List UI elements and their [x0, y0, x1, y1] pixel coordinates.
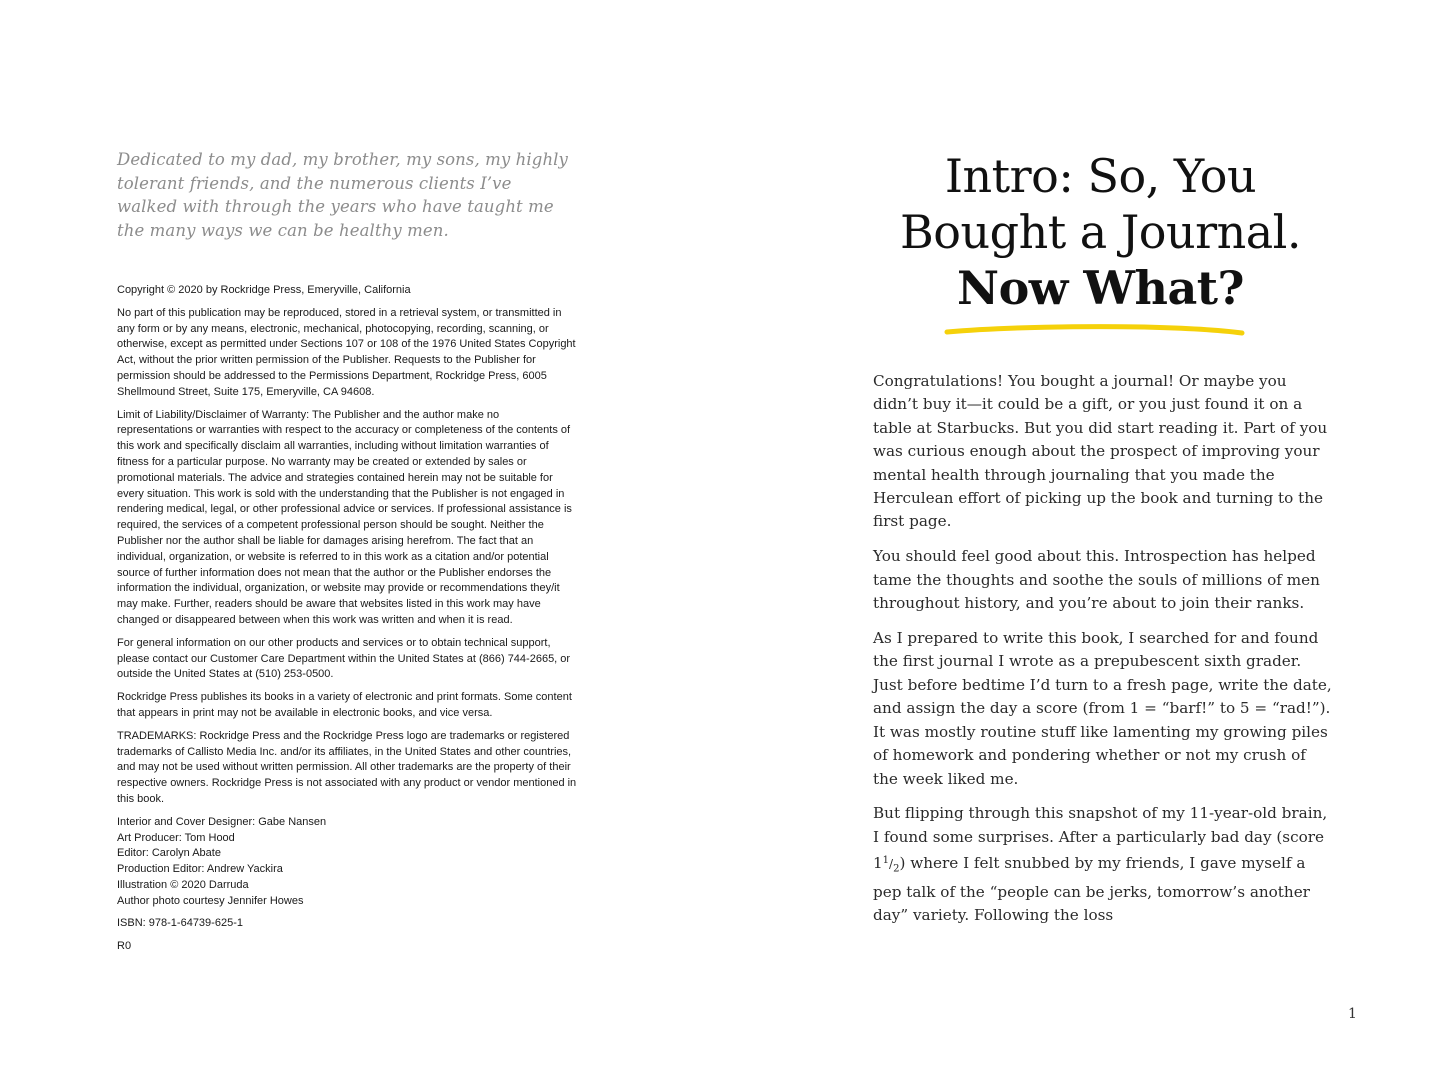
paragraph-4-fraction: $^1/_2$ — [882, 855, 900, 875]
liability-paragraph: Limit of Liability/Disclaimer of Warranty: The Publisher and the author make no representations or warranties with respect to the accuracy or completeness of the contents of this work and specifically disclaim all warranties, including without limitation warranties of fitness for a particular purpose. No warranty may be created or extended by sales or promotional materials. The advice and strategies contained herein may not be suitable for every situation. This work is sold with the understanding that the Publisher is not engaged in rendering medical, legal, or other professional advice or services. If professional assistance is required, the services of a competent professional person should be sought. Neither the Publisher nor the author shall be liable for damages arising herefrom. The fact that an individual, organization, or website is referred to in this work as a citation and/or potential source of further information does not mean that the author or the Publisher endorses the information the individual, organization, or website may provide or recommendations they/it may make. Further, readers should be aware that websites listed in this work may have changed or disappeared between when this work was written and when it is read. — [117, 408, 572, 626]
credit-illustration: Illustration © 2020 Darruda — [117, 878, 249, 891]
printing-code: R0 — [117, 940, 132, 953]
copyright-block — [117, 283, 577, 962]
body-text — [873, 370, 1333, 939]
chapter-title-line-1: Intro: So, You — [944, 149, 1257, 203]
page-number: 1 — [1348, 1006, 1357, 1022]
title-underline-highlight — [944, 322, 1246, 338]
isbn: ISBN: 978-1-64739-625-1 — [117, 917, 243, 930]
copyright-line: Copyright © 2020 by Rockridge Press, Emeryville, California — [117, 284, 411, 296]
chapter-title-line-3: Now What? — [957, 261, 1244, 315]
support-paragraph: For general information on our other products and services or to obtain technical support, please contact our Customer Care Department within the United States at (866) 744-2665, or outside the United States at (510) 253-0500. — [117, 636, 571, 681]
paragraph-3: As I prepared to write this book, I searched for and found the first journal I wrote as a prepubescent sixth grader. Just before bedtime I’d turn to a fresh page, write the date, and assign the day a score (from 1 = “barf!” to 5 = “rad!”). It was mostly routine stuff like lamenting my growing piles of homework and pondering whether or not my crush of the week liked me. — [873, 629, 1332, 788]
right-page — [722, 0, 1445, 1084]
chapter-title — [868, 148, 1333, 316]
credit-editor: Editor: Carolyn Abate — [117, 847, 221, 860]
trademarks-paragraph: TRADEMARKS: Rockridge Press and the Rockridge Press logo are trademarks or registered trademarks of Callisto Media Inc. and/or its affiliates, in the United States and other countries, and may not be used without written permission. All other trademarks are the property of their respective owners. Rockridge Press is not associated with any product or vendor mentioned in this book. — [117, 729, 577, 805]
credit-designer: Interior and Cover Designer: Gabe Nansen — [117, 815, 327, 828]
credits-list — [117, 815, 577, 910]
paragraph-2: You should feel good about this. Introspection has helped tame the thoughts and soothe the souls of millions of men throughout history, and you’re about to join their ranks. — [873, 547, 1320, 613]
rights-paragraph: No part of this publication may be reproduced, stored in a retrieval system, or transmitted in any form or by any means, electronic, mechanical, photocopying, recording, scanning, or otherwise, except as permitted under Sections 107 or 108 of the 1976 United States Copyright Act, without the prior written permission of the Publisher. Requests to the Publisher for permission should be addressed to the Permissions Department, Rockridge Press, 6005 Shellmound Street, Suite 175, Emeryville, CA 94608. — [117, 306, 576, 398]
chapter-title-line-2: Bought a Journal. — [900, 205, 1301, 259]
credit-art-producer: Art Producer: Tom Hood — [117, 831, 235, 844]
left-page — [0, 0, 722, 1084]
formats-paragraph: Rockridge Press publishes its books in a variety of electronic and print formats. Some content that appears in print may not be available in electronic books, and vice versa. — [117, 691, 572, 719]
paragraph-4 — [873, 802, 1333, 927]
paragraph-4-before: But flipping through this snapshot of my 11-year-old brain, I found some surprises. After a particularly bad day (score 1 — [873, 804, 1328, 873]
paragraph-1: Congratulations! You bought a journal! Or maybe you didn’t buy it—it could be a gift, or you just found it on a table at Starbucks. But you did start reading it. Part of you was curious enough about the prospect of improving your mental health through journaling that you made the Herculean effort of picking up the book and turning to the first page. — [873, 372, 1328, 531]
dedication-text: Dedicated to my dad, my brother, my sons, my highly tolerant friends, and the numerous clients I’ve walked with through the years who have taught me the many ways we can be healthy men. — [117, 150, 568, 240]
credit-production-editor: Production Editor: Andrew Yackira — [117, 863, 283, 876]
paragraph-4-after: ) where I felt snubbed by my friends, I gave myself a pep talk of the “people can be jerks, tomorrow’s another day” variety. Following the loss — [873, 854, 1310, 925]
credit-author-photo: Author photo courtesy Jennifer Howes — [117, 894, 304, 907]
